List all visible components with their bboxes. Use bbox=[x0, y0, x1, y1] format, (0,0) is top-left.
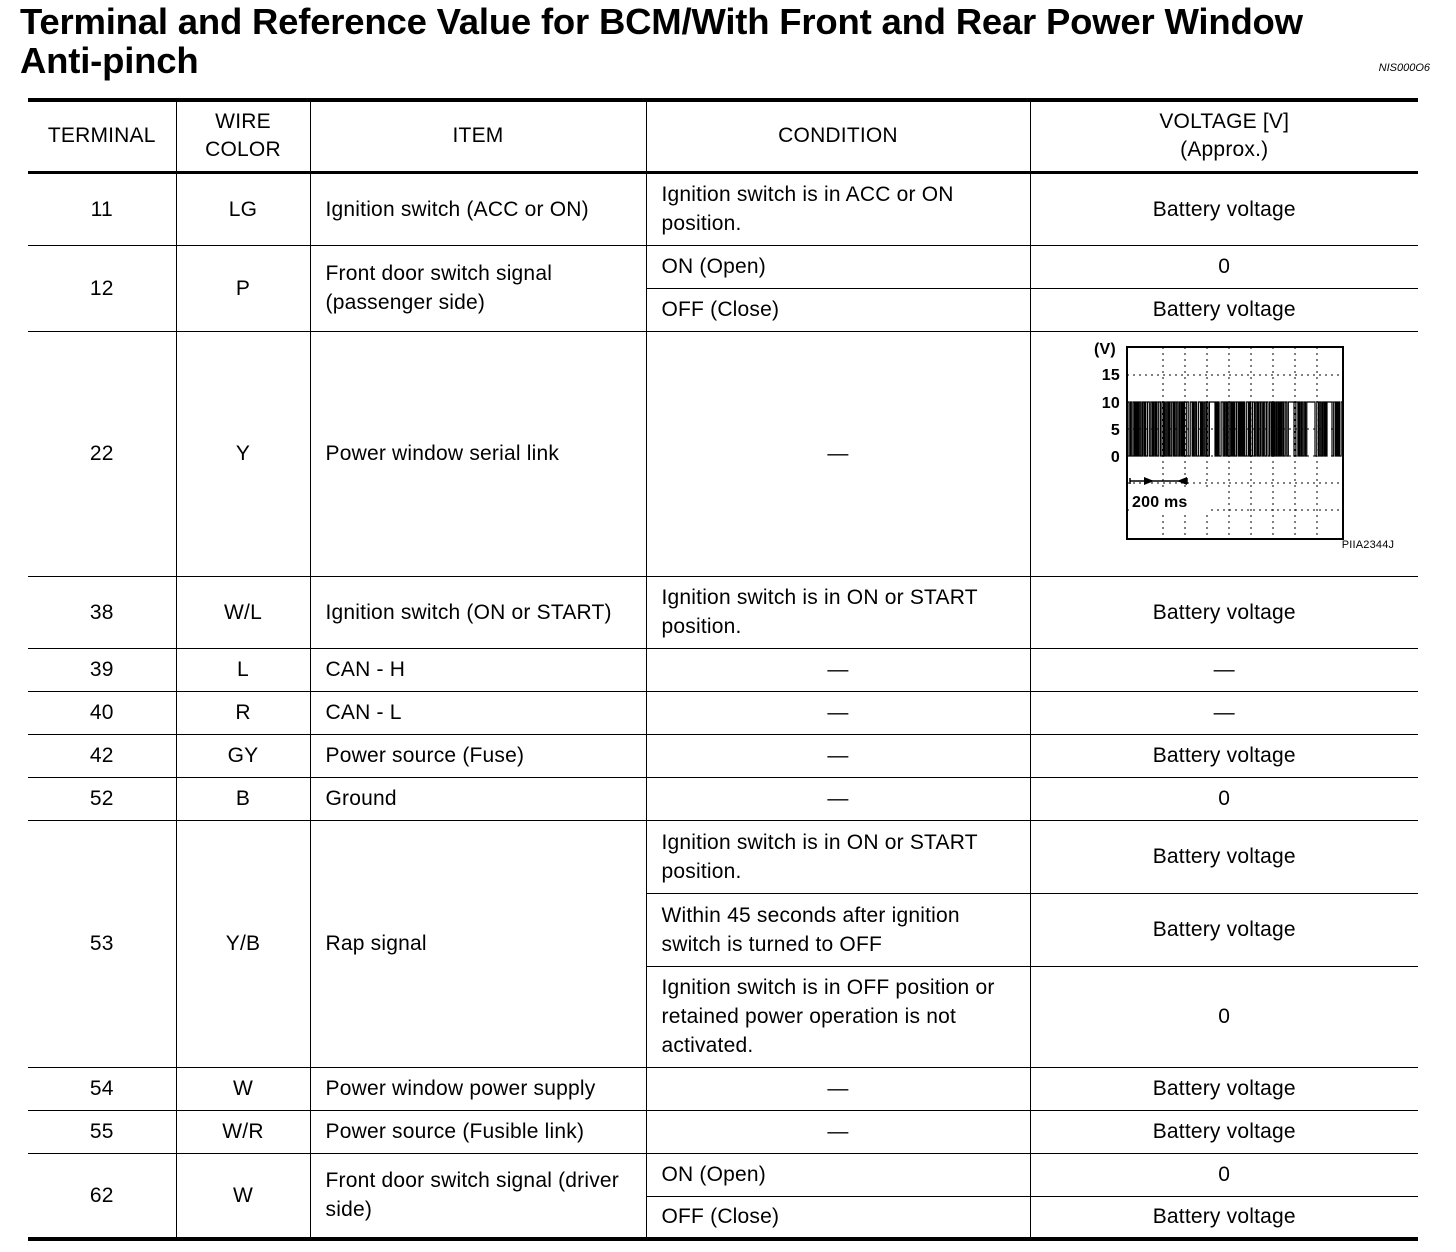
header-row bbox=[28, 100, 1418, 172]
y-unit-label: (V) bbox=[1094, 340, 1117, 358]
condition-cell: — bbox=[646, 331, 1030, 576]
header-wire-color-line1: WIRE bbox=[215, 110, 271, 134]
table-row bbox=[28, 172, 1418, 245]
condition-cell: Within 45 seconds after ignition switch is turned to OFF bbox=[646, 893, 1030, 966]
item-cell: CAN - H bbox=[310, 648, 646, 691]
time-arrow-left-icon bbox=[1177, 477, 1187, 485]
voltage-cell: 0 bbox=[1030, 966, 1418, 1067]
terminal-cell: 53 bbox=[28, 820, 176, 1067]
condition-cell: — bbox=[646, 691, 1030, 734]
item-cell: Rap signal bbox=[310, 820, 646, 1067]
condition-cell: Ignition switch is in ON or START position. bbox=[646, 576, 1030, 648]
table-row bbox=[28, 1153, 1418, 1196]
table-row bbox=[28, 1110, 1418, 1153]
header-condition: CONDITION bbox=[646, 100, 1030, 172]
y-tick-label: 5 bbox=[1111, 421, 1121, 439]
table-row bbox=[28, 777, 1418, 820]
condition-cell: — bbox=[646, 1067, 1030, 1110]
y-tick-label: 10 bbox=[1102, 394, 1121, 412]
waveform-figure bbox=[1032, 334, 1416, 574]
item-cell: Front door switch signal (driver side) bbox=[310, 1153, 646, 1239]
wire-color-cell: R bbox=[176, 691, 310, 734]
terminal-cell: 12 bbox=[28, 245, 176, 331]
table-row bbox=[28, 1067, 1418, 1110]
figure-code: PIIA2344J bbox=[1341, 538, 1395, 551]
header-terminal: TERMINAL bbox=[28, 100, 176, 172]
condition-cell: — bbox=[646, 777, 1030, 820]
terminal-cell: 54 bbox=[28, 1067, 176, 1110]
voltage-cell: Battery voltage bbox=[1030, 288, 1418, 331]
header-voltage-line1: VOLTAGE [V] bbox=[1159, 110, 1290, 134]
voltage-cell: Battery voltage bbox=[1030, 734, 1418, 777]
voltage-cell: Battery voltage bbox=[1030, 1196, 1418, 1239]
terminal-cell: 55 bbox=[28, 1110, 176, 1153]
wire-color-cell: GY bbox=[176, 734, 310, 777]
wire-color-cell: W bbox=[176, 1153, 310, 1239]
voltage-cell: — bbox=[1030, 648, 1418, 691]
item-cell: Ground bbox=[310, 777, 646, 820]
table-row bbox=[28, 691, 1418, 734]
terminal-cell: 11 bbox=[28, 172, 176, 245]
condition-cell: — bbox=[646, 734, 1030, 777]
condition-cell: — bbox=[646, 648, 1030, 691]
header-wire-color bbox=[176, 100, 310, 172]
condition-cell: ON (Open) bbox=[646, 1153, 1030, 1196]
wire-color-cell: W/L bbox=[176, 576, 310, 648]
wire-color-cell: W bbox=[176, 1067, 310, 1110]
condition-cell: Ignition switch is in ON or START position. bbox=[646, 820, 1030, 893]
voltage-cell: Battery voltage bbox=[1030, 1067, 1418, 1110]
terminal-cell: 52 bbox=[28, 777, 176, 820]
page-title-line1: Terminal and Reference Value for BCM/With Front and Rear Power Window bbox=[20, 1, 1303, 42]
wire-color-cell: P bbox=[176, 245, 310, 331]
voltage-cell: Battery voltage bbox=[1030, 172, 1418, 245]
header-voltage bbox=[1030, 100, 1418, 172]
voltage-cell: — bbox=[1030, 691, 1418, 734]
wire-color-cell: B bbox=[176, 777, 310, 820]
table-row bbox=[28, 820, 1418, 893]
page-title-line2: Anti-pinch bbox=[20, 40, 199, 81]
item-cell: Power source (Fuse) bbox=[310, 734, 646, 777]
voltage-cell: Battery voltage bbox=[1030, 893, 1418, 966]
table-row bbox=[28, 331, 1418, 576]
item-cell: Power window serial link bbox=[310, 331, 646, 576]
condition-cell: Ignition switch is in OFF position or retained power operation is not activated. bbox=[646, 966, 1030, 1067]
voltage-cell: Battery voltage bbox=[1030, 820, 1418, 893]
item-cell: Power source (Fusible link) bbox=[310, 1110, 646, 1153]
voltage-cell: 0 bbox=[1030, 245, 1418, 288]
item-cell: Power window power supply bbox=[310, 1067, 646, 1110]
time-scale-label: 200 ms bbox=[1132, 493, 1188, 511]
voltage-cell: Battery voltage bbox=[1030, 576, 1418, 648]
condition-cell: OFF (Close) bbox=[646, 288, 1030, 331]
table-row bbox=[28, 245, 1418, 288]
wire-color-cell: Y/B bbox=[176, 820, 310, 1067]
terminal-cell: 40 bbox=[28, 691, 176, 734]
time-arrow-right-icon bbox=[1144, 477, 1154, 485]
wire-color-cell: LG bbox=[176, 172, 310, 245]
condition-cell: OFF (Close) bbox=[646, 1196, 1030, 1239]
item-cell: Ignition switch (ON or START) bbox=[310, 576, 646, 648]
condition-cell: ON (Open) bbox=[646, 245, 1030, 288]
voltage-cell: Battery voltage bbox=[1030, 1110, 1418, 1153]
item-cell: Ignition switch (ACC or ON) bbox=[310, 172, 646, 245]
terminal-cell: 62 bbox=[28, 1153, 176, 1239]
item-cell: CAN - L bbox=[310, 691, 646, 734]
y-tick-label: 15 bbox=[1102, 366, 1121, 384]
terminal-cell: 42 bbox=[28, 734, 176, 777]
table-row bbox=[28, 734, 1418, 777]
terminal-cell: 22 bbox=[28, 331, 176, 576]
condition-cell: — bbox=[646, 1110, 1030, 1153]
condition-cell: Ignition switch is in ACC or ON position. bbox=[646, 172, 1030, 245]
header-item: ITEM bbox=[310, 100, 646, 172]
header-wire-color-line2: COLOR bbox=[205, 138, 281, 162]
wire-color-cell: Y bbox=[176, 331, 310, 576]
y-tick-label: 0 bbox=[1111, 448, 1121, 466]
header-voltage-line2: (Approx.) bbox=[1180, 138, 1269, 162]
wire-color-cell: L bbox=[176, 648, 310, 691]
table-row bbox=[28, 648, 1418, 691]
wire-color-cell: W/R bbox=[176, 1110, 310, 1153]
document-code: NIS000O6 bbox=[1378, 62, 1430, 74]
item-cell: Front door switch signal (passenger side) bbox=[310, 245, 646, 331]
voltage-waveform-cell bbox=[1030, 331, 1418, 576]
voltage-cell: 0 bbox=[1030, 1153, 1418, 1196]
terminal-cell: 38 bbox=[28, 576, 176, 648]
terminal-cell: 39 bbox=[28, 648, 176, 691]
page-title bbox=[20, 2, 1303, 80]
waveform-trace bbox=[1127, 402, 1342, 456]
table-row bbox=[28, 576, 1418, 648]
voltage-cell: 0 bbox=[1030, 777, 1418, 820]
terminal-reference-table bbox=[28, 98, 1418, 1241]
